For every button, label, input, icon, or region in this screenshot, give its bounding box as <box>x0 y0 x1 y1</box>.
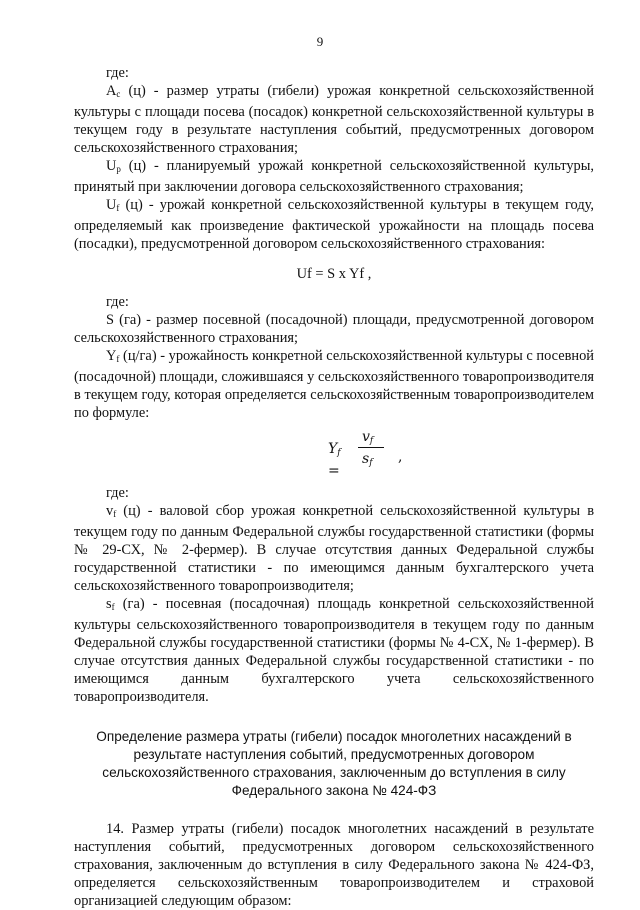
heading-line-2: результате наступления событий, предусмотренных договором <box>133 747 535 762</box>
definition-ac <box>74 82 594 157</box>
heading-line-3: сельскохозяйственного страхования, заключенным до вступления в силу <box>102 765 566 780</box>
vf-subscript: f <box>113 509 117 519</box>
up-symbol: U <box>106 158 117 174</box>
definition-yf <box>74 347 594 422</box>
ac-subscript: с <box>116 89 121 99</box>
formula-equals: = <box>328 463 340 479</box>
formula-lhs <box>328 440 341 480</box>
page-number: 9 <box>316 34 324 49</box>
uf-symbol: U <box>106 197 117 213</box>
sf-text: (га) - посевная (посадочная) площадь конкретной сельскохозяйственной культуры сельскохозяйственного товаропроизводителя в текущем году по данным Федеральной службы государственной статистики (формы № 4-СХ, № 1-фермер). В случае отсутствия данных Федеральной службы государственной статистики - по имеющимся данным бухгалтерского учета сельскохозяйственного товаропроизводителя. <box>74 596 594 705</box>
formula-uf: Uf = S x Yf , <box>296 266 372 282</box>
document-body <box>74 64 594 910</box>
section-heading <box>74 728 594 800</box>
definition-uf <box>74 196 594 253</box>
sf-symbol: s <box>106 596 112 612</box>
yf-text: (ц/га) - урожайность конкретной сельскохозяйственной культуры с посевной (посадочной) площади, сложившаяся у сельскохозяйственного товаропроизводителя в текущем году, которая определяется сельскохозяйственным товаропроизводителем по формуле: <box>74 348 594 421</box>
heading-line-1: Определение размера утраты (гибели) посадок многолетних насаждений в <box>96 729 572 744</box>
sf-subscript: f <box>111 602 115 612</box>
definition-vf <box>74 502 594 595</box>
denominator-sub: f <box>369 458 373 468</box>
numerator-symbol: v <box>362 429 370 445</box>
where-label-3: где: <box>106 485 129 501</box>
ac-symbol: А <box>106 83 117 99</box>
formula-comma: , <box>398 449 403 465</box>
formula-lhs-symbol: Y <box>328 441 338 457</box>
where-label-2: где: <box>106 294 129 310</box>
vf-symbol: v <box>106 503 114 519</box>
denominator-symbol: s <box>362 451 370 467</box>
ac-text: (ц) - размер утраты (гибели) урожая конкретной сельскохозяйственной культуры с площади посева (посадок) конкретной сельскохозяйственной культуры в текущем году в результате наступления событий, предусмотренных договором сельскохозяйственного страхования; <box>74 83 594 156</box>
yf-subscript: f <box>116 354 120 364</box>
fraction-bar <box>358 447 384 448</box>
paragraph-14: 14. Размер утраты (гибели) посадок многолетних насаждений в результате наступления событий, предусмотренных договором сельскохозяйственного страхования, заключенным до вступления в силу Федерального закона № 424-ФЗ, определяется сельскохозяйственным товаропроизводителем и страховой организацией следующим образом: <box>74 821 594 909</box>
numerator-sub: f <box>369 436 374 446</box>
uf-subscript: f <box>116 203 120 213</box>
where-label-1: где: <box>106 65 129 81</box>
heading-line-4: Федерального закона № 424-ФЗ <box>231 783 437 798</box>
definition-s: S (га) - размер посевной (посадочной) площади, предусмотренной договором сельскохозяйственного страхования; <box>74 312 594 346</box>
up-subscript: p <box>116 164 121 174</box>
definition-up <box>74 157 594 196</box>
uf-text: (ц) - урожай конкретной сельскохозяйственной культуры в текущем году, определяемый как произведение фактической урожайности на площадь посева (посадки), предусмотренной договором сельскохозяйственного страхования: <box>74 197 594 252</box>
formula-lhs-sub: f <box>337 448 341 458</box>
fraction-denominator <box>362 450 373 472</box>
up-text: (ц) - планируемый урожай конкретной сельскохозяйственной культуры, принятый при заключении договора сельскохозяйственного страхования; <box>74 158 594 195</box>
formula-yf <box>74 428 594 480</box>
definition-sf <box>74 595 594 706</box>
yf-symbol: Y <box>106 348 117 364</box>
vf-text: (ц) - валовой сбор урожая конкретной сельскохозяйственной культуры в текущем году по данным Федеральной службы государственной статистики (формы № 29-СХ, № 2-фермер). В случае отсутствия данных Федеральной службы государственной статистики - по имеющимся данным бухгалтерского учета сельскохозяйственного товаропроизводителя; <box>74 503 594 594</box>
